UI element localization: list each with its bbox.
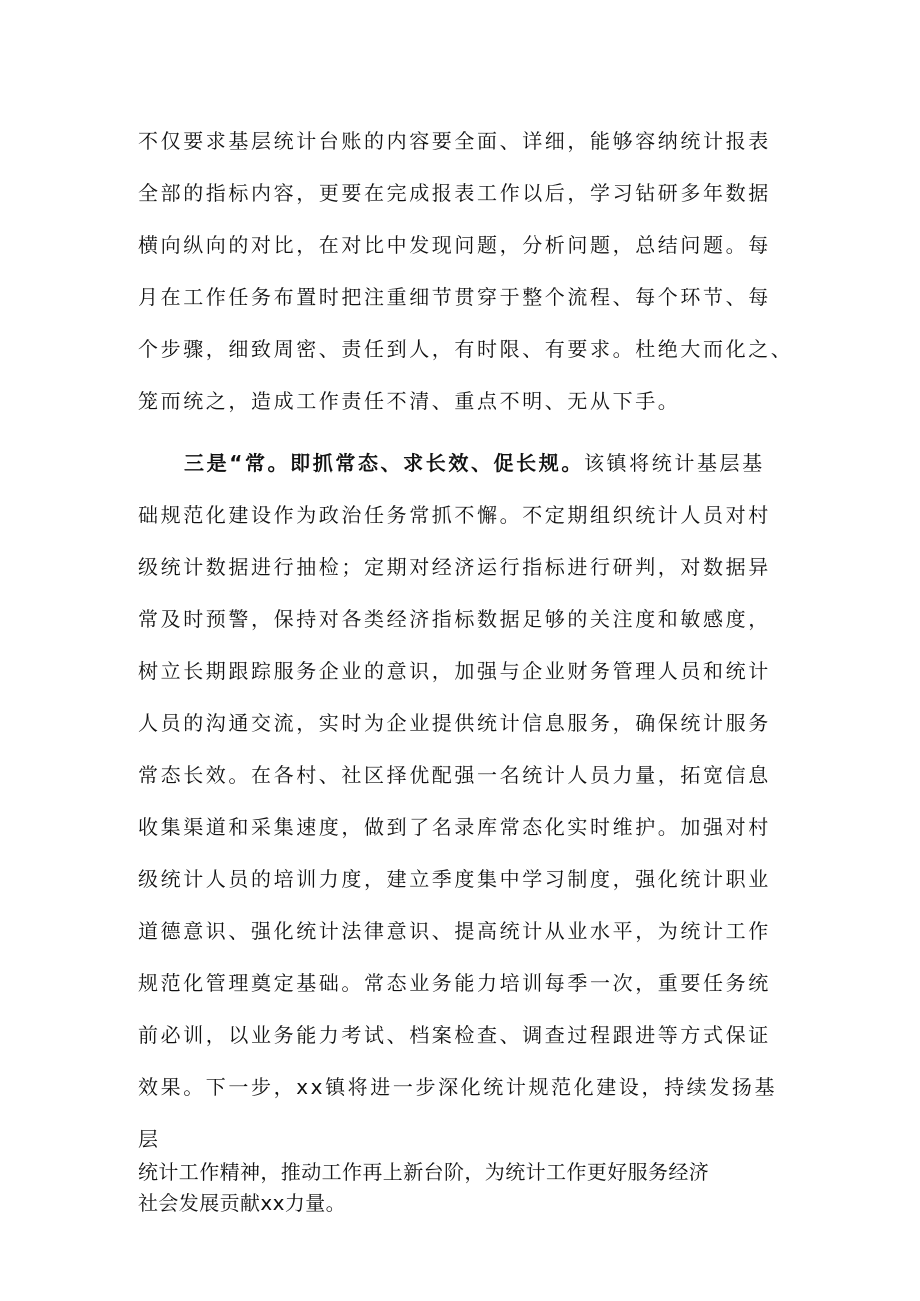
para2-line-8: 收集渠道和采集速度，做到了名录库常态化实时维护。加强对村 xyxy=(138,815,771,839)
para1-line-2: 全部的指标内容，更要在完成报表工作以后，学习钻研多年数据 xyxy=(138,181,771,205)
para2-line-1 xyxy=(184,453,765,473)
para2-line-9: 级统计人员的培训力度，建立季度集中学习制度，强化统计职业 xyxy=(138,867,771,891)
para2-line-14: 层 xyxy=(138,1127,161,1151)
para2-line-3: 级统计数据进行抽检；定期对经济运行指标进行研判，对数据异 xyxy=(138,555,771,579)
para2-line-5: 树立长期跟踪服务企业的意识，加强与企业财务管理人员和统计 xyxy=(138,659,771,683)
para1-line-5: 个步骤，细致周密、责任到人，有时限、有要求。杜绝大而化之、 xyxy=(138,337,794,361)
para2-line-6: 人员的沟通交流，实时为企业提供统计信息服务，确保统计服务 xyxy=(138,711,771,735)
para2-line-4: 常及时预警，保持对各类经济指标数据足够的关注度和敏感度， xyxy=(138,607,771,631)
para2-heading: 三是“常。即抓常态、求长效、促长规。 xyxy=(184,451,584,475)
para2-line-2: 础规范化建设作为政治任务常抓不懈。不定期组织统计人员对村 xyxy=(138,503,771,527)
para2-line-11: 规范化管理奠定基础。常态业务能力培训每季一次，重要任务统 xyxy=(138,971,771,995)
para1-line-1: 不仅要求基层统计台账的内容要全面、详细，能够容纳统计报表 xyxy=(138,129,771,153)
para1-line-4: 月在工作任务布置时把注重细节贯穿于整个流程、每个环节、每 xyxy=(138,285,771,309)
para2-line-10: 道德意识、强化统计法律意识、提高统计从业水平，为统计工作 xyxy=(138,919,771,943)
para2-heading-rest: 该镇将统计基层基 xyxy=(583,451,765,475)
para3-line-1: 统计工作精神，推动工作再上新台阶，为统计工作更好服务经济 xyxy=(138,1160,710,1184)
para3-line-2: 社会发展贡献xx力量。 xyxy=(138,1191,347,1215)
para2-line-13: 效果。下一步，xx镇将进一步深化统计规范化建设，持续发扬基 xyxy=(138,1075,778,1099)
para1-line-6: 笼而统之，造成工作责任不清、重点不明、无从下手。 xyxy=(138,389,681,413)
para1-line-3: 横向纵向的对比，在对比中发现问题，分析问题，总结问题。每 xyxy=(138,233,771,257)
para2-line-12: 前必训，以业务能力考试、档案检查、调查过程跟进等方式保证 xyxy=(138,1023,771,1047)
para2-line-7: 常态长效。在各村、社区择优配强一名统计人员力量，拓宽信息 xyxy=(138,763,771,787)
